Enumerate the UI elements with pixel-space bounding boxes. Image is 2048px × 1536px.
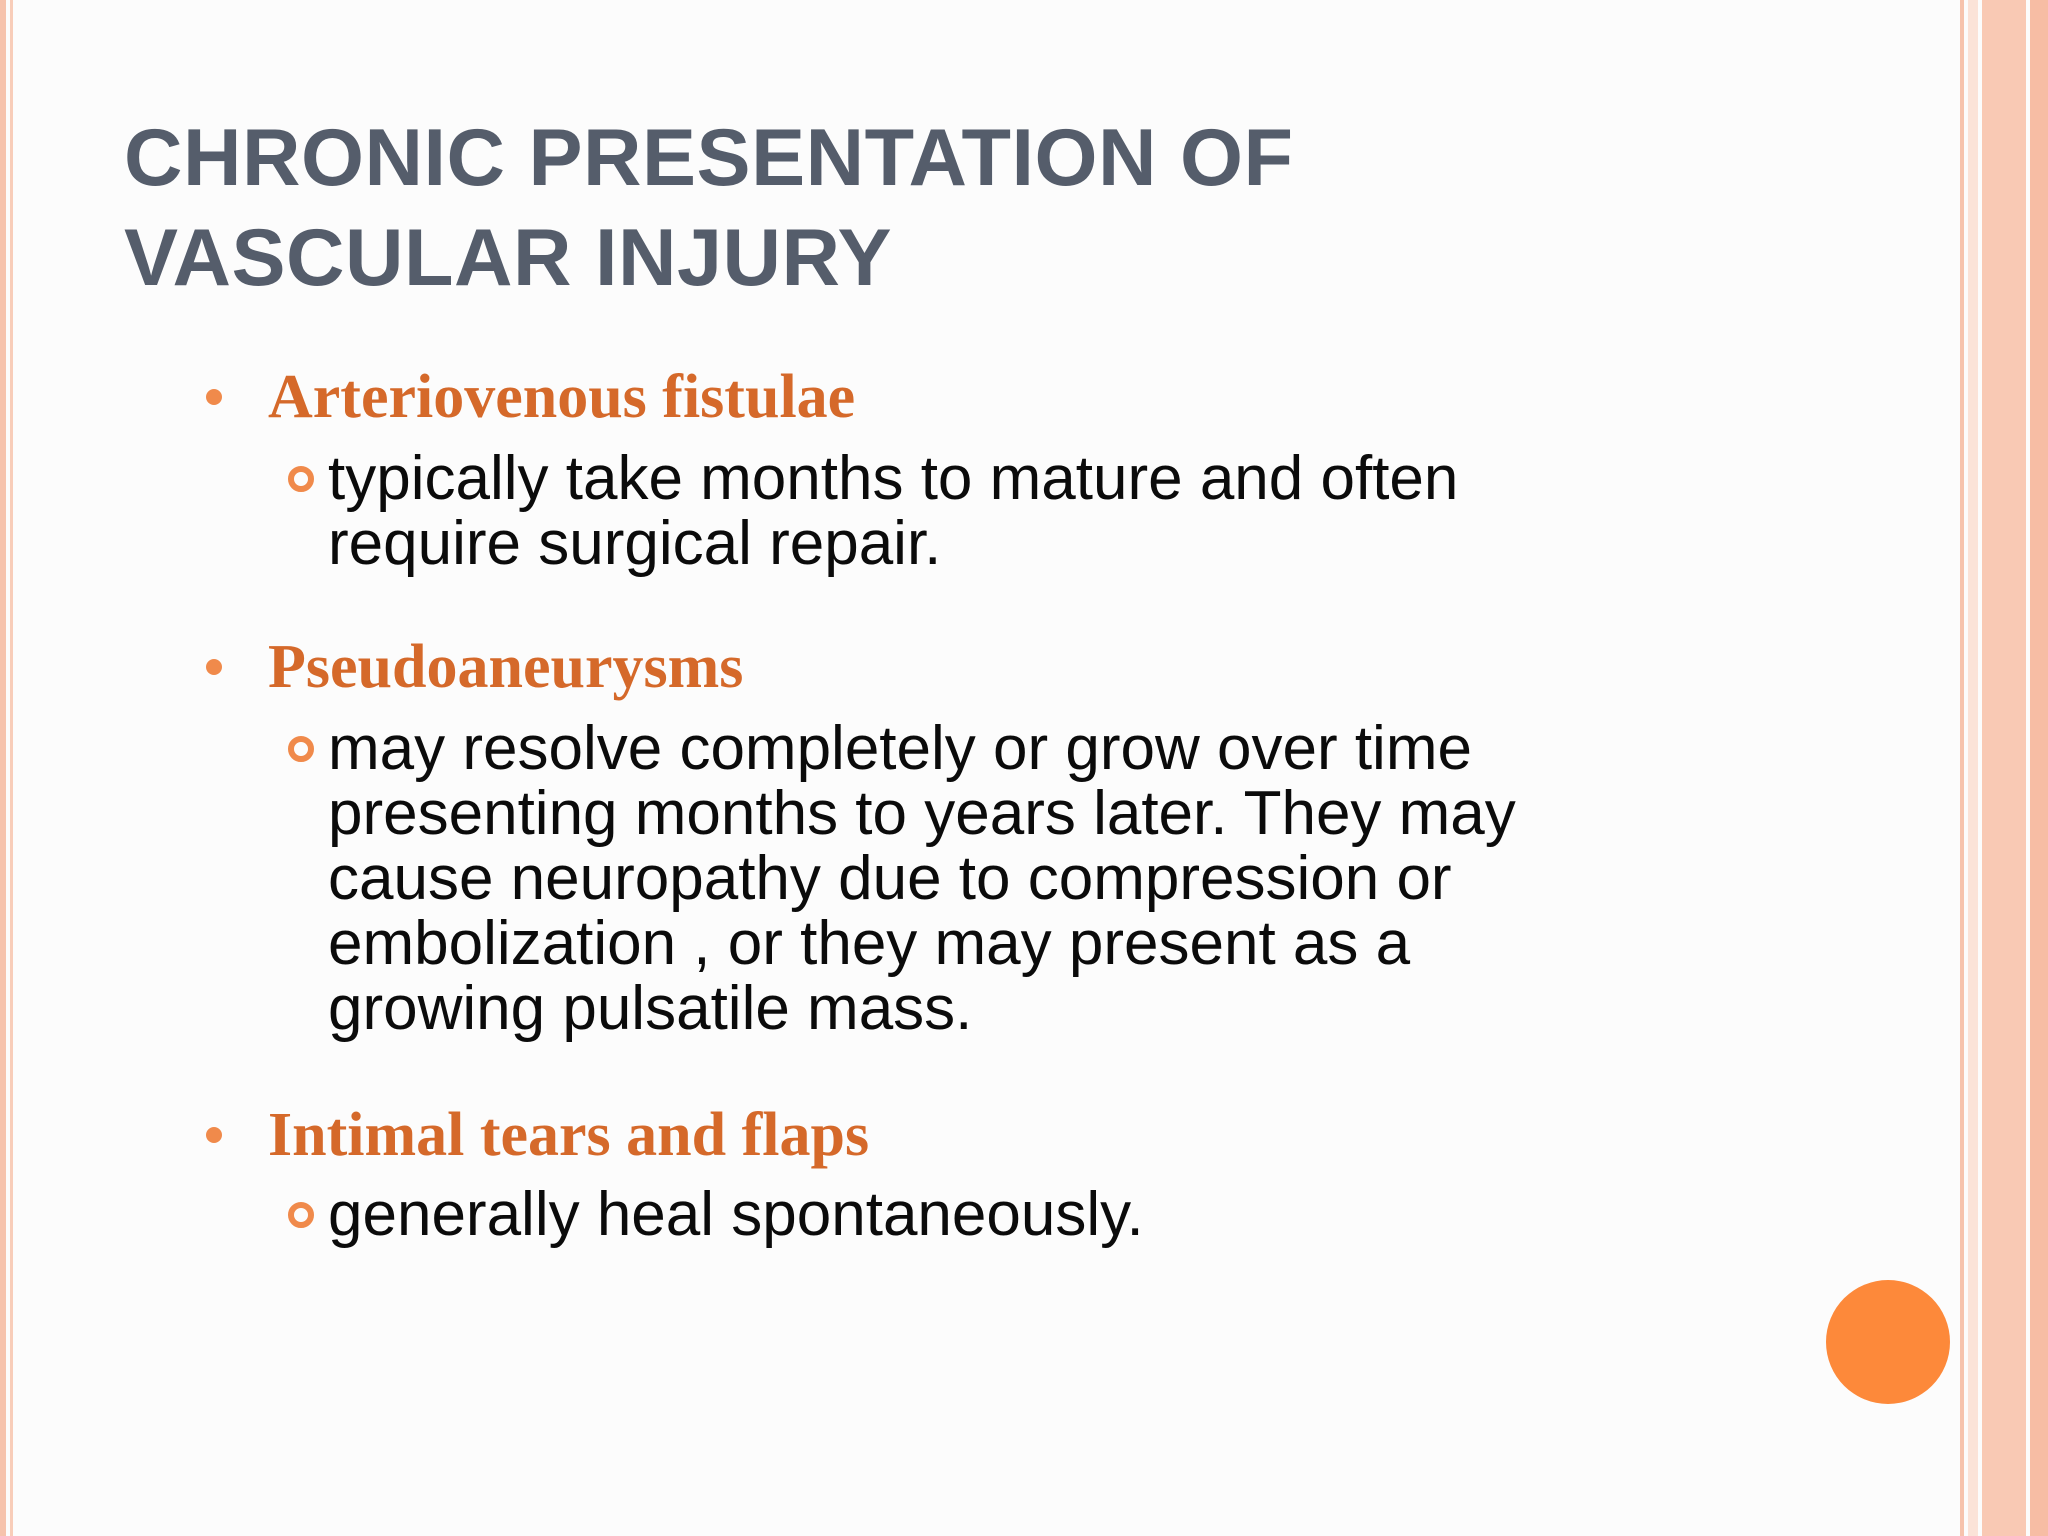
sub-bullet-pseudoaneurysms	[288, 716, 1748, 1046]
bullet-heading-intimal-tears	[206, 1100, 869, 1170]
sub-bullet-line: cause neuropathy due to compression or	[328, 844, 1452, 913]
sub-bullet-intimal-tears	[288, 1182, 1748, 1252]
ring-bullet-icon	[288, 736, 314, 762]
sub-bullet-text	[328, 1182, 1748, 1247]
ring-bullet-icon	[288, 466, 314, 492]
sub-bullet-line: may resolve completely or grow over time	[328, 714, 1472, 783]
sub-bullet-text	[328, 446, 1748, 576]
sub-bullet-arteriovenous-fistulae	[288, 446, 1748, 576]
bullet-heading-text: Pseudoaneurysms	[268, 632, 744, 701]
bullet-heading-pseudoaneurysms	[206, 632, 743, 702]
ring-bullet-icon	[288, 1202, 314, 1228]
sub-bullet-line: growing pulsatile mass.	[328, 974, 973, 1043]
slide-title-line-1: CHRONIC PRESENTATION OF	[124, 113, 1294, 203]
sub-bullet-text	[328, 716, 1748, 1041]
bullet-heading-text: Intimal tears and flaps	[268, 1100, 870, 1169]
bullet-dot-icon	[206, 659, 222, 675]
sub-bullet-line: presenting months to years later. They may	[328, 779, 1516, 848]
bullet-dot-icon	[206, 1127, 222, 1143]
sub-bullet-line: typically take months to mature and often	[328, 444, 1459, 513]
sub-bullet-line: require surgical repair.	[328, 509, 942, 578]
bullet-dot-icon	[206, 389, 222, 405]
slide-title-line-2: VASCULAR INJURY	[124, 213, 893, 303]
sub-bullet-line: embolization , or they may present as a	[328, 909, 1411, 978]
bullet-heading-arteriovenous-fistulae	[206, 362, 855, 432]
bullet-heading-text: Arteriovenous fistulae	[268, 362, 856, 431]
sub-bullet-line: generally heal spontaneously.	[328, 1180, 1144, 1249]
